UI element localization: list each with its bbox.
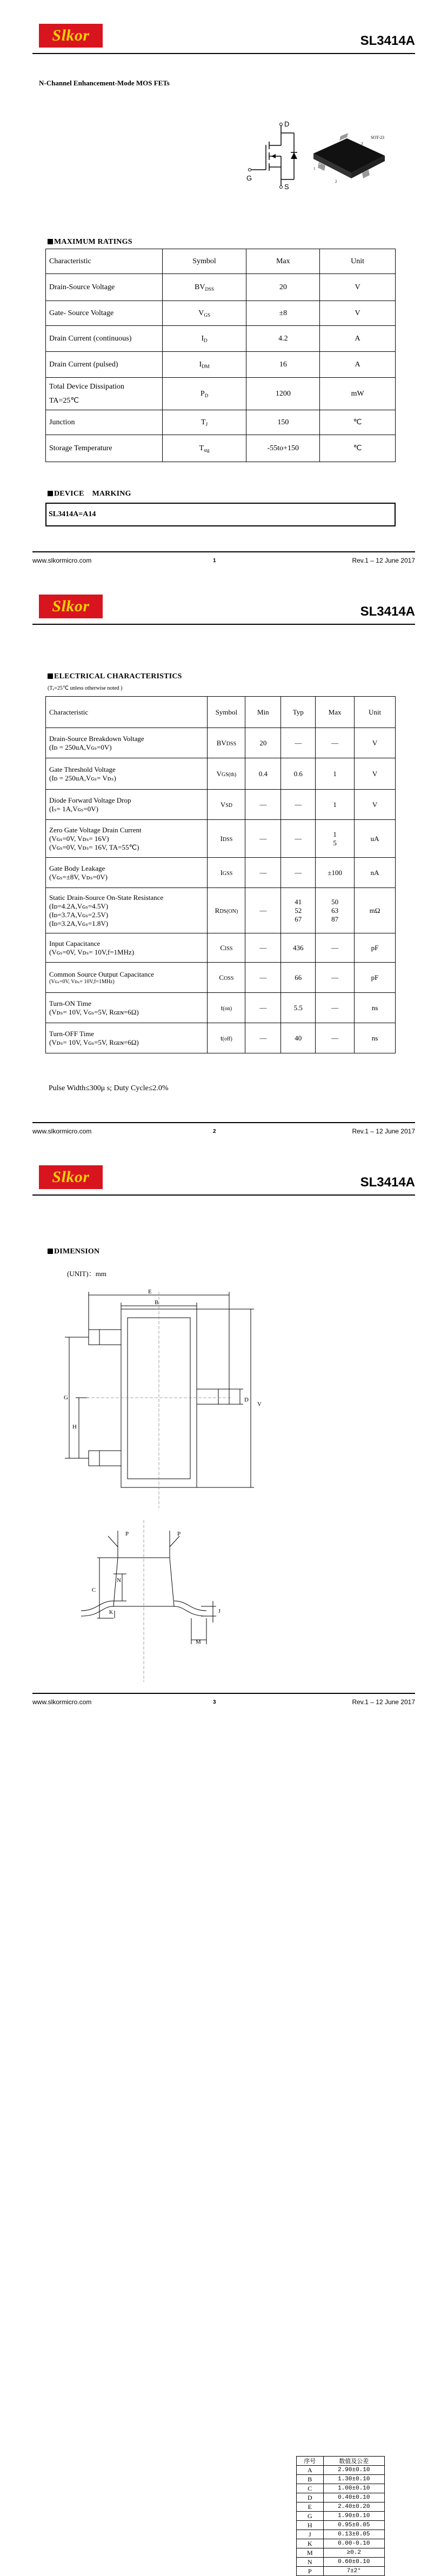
footer-rule	[32, 1693, 415, 1694]
slkor-logo: Slkor	[39, 1165, 103, 1189]
table-row: Gate Body Leakage (Vɢₛ=±8V, Vᴅₛ=0V) IGSS — — ±100 nA	[46, 858, 396, 888]
footer-rule	[32, 1122, 415, 1123]
page-1	[0, 0, 441, 571]
page-number: 1	[213, 558, 216, 564]
table-row: A 2.90±0.10	[297, 2466, 385, 2475]
table-row: D 0.40±0.10	[297, 2493, 385, 2502]
table-row: Drain-Source Breakdown Voltage (Iᴅ = 250uA,Vɢₛ=0V) BVDSS 20 — — V	[46, 728, 396, 758]
footer-website[interactable]: www.slkormicro.com	[32, 1127, 92, 1135]
table-row: M ≥0.2	[297, 2548, 385, 2558]
test-condition: (Tₐ=25℃ unless otherwise noted )	[48, 685, 123, 691]
gate-label: G	[246, 174, 252, 182]
source-label: S	[284, 183, 289, 191]
table-row: C 1.00±0.10	[297, 2484, 385, 2493]
footer-revision: Rev.1 – 12 June 2017	[352, 1698, 415, 1706]
package-label: SOT-23	[371, 135, 385, 140]
side-view-drawing	[54, 1520, 249, 1693]
dim-c-label: C	[92, 1587, 96, 1593]
pulse-note: Pulse Width≤300μ s; Duty Cycle≤2.0%	[49, 1084, 169, 1092]
max-ratings-table	[45, 249, 396, 462]
dim-g-label: G	[64, 1394, 68, 1401]
part-number: SL3414A	[360, 34, 415, 48]
table-row: Junction $T_J$ 150 ℃	[46, 410, 396, 435]
table-row: H 0.95±0.05	[297, 2521, 385, 2530]
footer-website[interactable]: www.slkormicro.com	[32, 1698, 92, 1706]
table-row: Total Device Dissipation TA=25℃ $P_D$ 1200 mW	[46, 378, 396, 410]
table-row: P 7±2°	[297, 2567, 385, 2576]
header-rule	[32, 53, 415, 54]
electrical-title: ELECTRICAL CHARACTERISTICS	[48, 672, 182, 681]
dim-k-label: K	[109, 1610, 113, 1616]
table-row: Storage Temperature $T_{stg}$ -55to+150 ℃	[46, 435, 396, 462]
footer-website[interactable]: www.slkormicro.com	[32, 557, 92, 564]
table-row: Drain-Source Voltage $BV_{DSS}$ 20 V	[46, 274, 396, 301]
table-row: Diode Forward Voltage Drop (Iₛ= 1A,Vɢₛ=0V) VSD — — 1 V	[46, 790, 396, 820]
header-rule	[32, 624, 415, 625]
table-row: Drain Current (pulsed) $I_{DM}$ 16 A	[46, 352, 396, 378]
part-number: SL3414A	[360, 1175, 415, 1190]
dim-p-left-label: P	[125, 1531, 129, 1537]
top-view-drawing	[54, 1281, 270, 1519]
dimension-table	[296, 2456, 385, 2576]
dim-h-label: H	[72, 1424, 77, 1430]
dimension-title: DIMENSION	[48, 1247, 99, 1256]
table-row: Turn-ON Time (Vᴅₛ= 10V, Vɢₛ=5V, Rɢᴇɴ=6Ω) t(on) — 5.5 — ns	[46, 993, 396, 1023]
footer-revision: Rev.1 – 12 June 2017	[352, 557, 415, 564]
unit-label: (UNIT)：mm	[67, 1270, 106, 1278]
device-marking-title: DEVICE MARKING	[48, 490, 131, 498]
table-row: Zero Gate Voltage Drain Current (Vɢₛ=0V, Vᴅₛ= 16V) (Vɢₛ=0V, Vᴅₛ= 16V, TA=55℃) IDSS — — 1 5 uA	[46, 820, 396, 858]
table-row: E 2.40±0.20	[297, 2502, 385, 2512]
dim-e-label: E	[148, 1289, 152, 1295]
table-header-row: 序号 数值及公差	[297, 2457, 385, 2466]
table-row: Turn-OFF Time (Vᴅₛ= 10V, Vɢₛ=5V, Rɢᴇɴ=6Ω) t(off) — 40 — ns	[46, 1023, 396, 1053]
footer-revision: Rev.1 – 12 June 2017	[352, 1127, 415, 1135]
mosfet-symbol-icon	[248, 118, 302, 193]
part-number: SL3414A	[360, 604, 415, 619]
slkor-logo: Slkor	[39, 595, 103, 618]
pin-mark-1: 1	[313, 166, 316, 171]
page-number: 2	[213, 1129, 216, 1134]
table-row: Gate- Source Voltage $V_{GS}$ ±8 V	[46, 301, 396, 326]
table-row: G 1.90±0.10	[297, 2512, 385, 2521]
table-row: B 1.30±0.10	[297, 2475, 385, 2484]
table-row: K 0.00-0.10	[297, 2539, 385, 2548]
pin-mark-3: 3	[361, 142, 363, 146]
table-row: N 0.60±0.10	[297, 2558, 385, 2567]
dim-b-label: B	[155, 1299, 159, 1306]
table-row: Common Source Output Capacitance (Vɢₛ=0V, Vᴅₛ= 10V,f=1MHz) COSS — 66 — pF	[46, 963, 396, 993]
dim-v-label: V	[257, 1401, 262, 1407]
dim-p-right-label: P	[177, 1531, 181, 1537]
device-subtitle: N-Channel Enhancement-Mode MOS FETs	[39, 79, 170, 87]
table-row: J 0.13±0.05	[297, 2530, 385, 2539]
table-row: Input Capacitance (Vɢₛ=0V, Vᴅₛ= 10V,f=1MHz) CISS — 436 — pF	[46, 933, 396, 963]
table-row: Drain Current (continuous) $I_D$ 4.2 A	[46, 326, 396, 352]
device-marking-box: SL3414A=A14	[45, 503, 396, 526]
dim-j-label: J	[218, 1609, 220, 1614]
dim-m-label: M	[196, 1639, 201, 1645]
table-row: Gate Threshold Voltage (Iᴅ = 250uA,Vɢₛ= Vᴅₛ) VGS(th) 0.4 0.6 1 V	[46, 758, 396, 790]
page-2	[0, 571, 441, 1142]
table-header-row: Characteristic Symbol Min Typ Max Unit	[46, 697, 396, 728]
slkor-logo: Slkor	[39, 24, 103, 48]
footer-rule	[32, 551, 415, 552]
table-header-row: Characteristic Symbol Max Unit	[46, 249, 396, 274]
page-number: 3	[213, 1699, 216, 1705]
electrical-table	[45, 696, 396, 1053]
header-rule	[32, 1194, 415, 1196]
dim-d-label: D	[244, 1397, 249, 1403]
dim-n-label: N	[117, 1577, 121, 1584]
drain-label: D	[284, 120, 290, 128]
pin-mark-2: 2	[335, 179, 337, 184]
page-3	[0, 1142, 441, 2575]
max-ratings-title: MAXIMUM RATINGS	[48, 238, 132, 246]
table-row: Static Drain-Source On-State Resistance (Iᴅ=4.2A,Vɢₛ=4.5V) (Iᴅ=3.7A,Vɢₛ=2.5V) (Iᴅ=3.2A,Vɢₛ=1.8V) RDS(ON) — 41 52 67 50 63 87 mΩ	[46, 888, 396, 933]
